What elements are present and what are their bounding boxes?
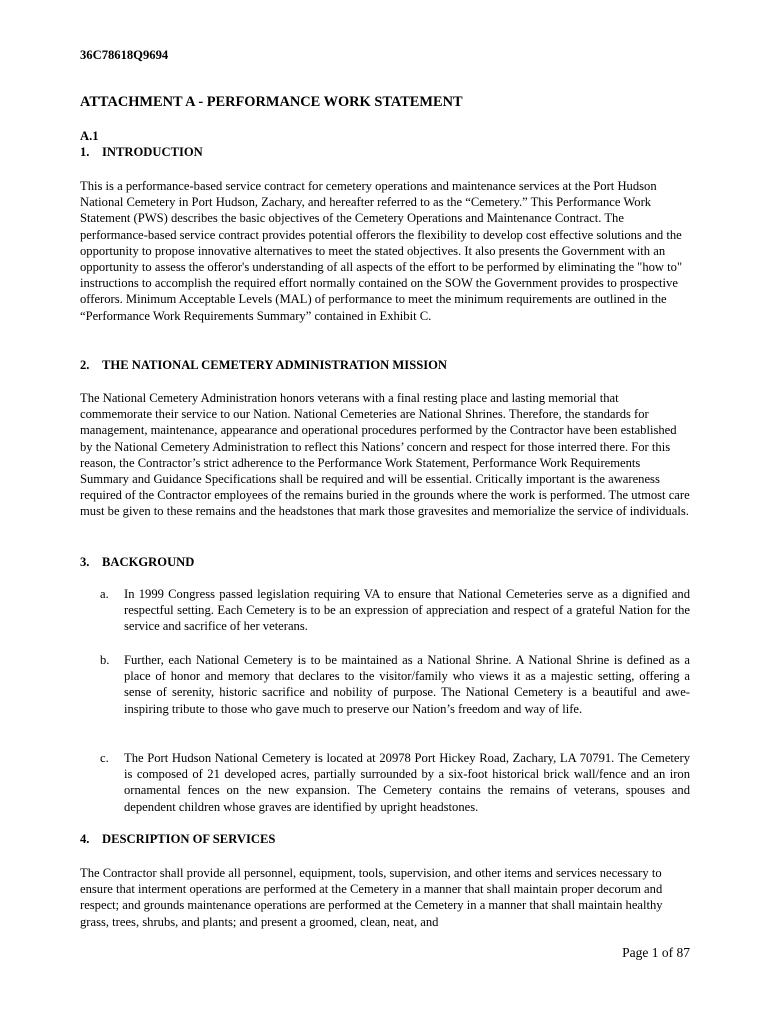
page-title: ATTACHMENT A - PERFORMANCE WORK STATEMENT bbox=[80, 94, 463, 110]
list-marker: a. bbox=[100, 587, 109, 601]
section-title: THE NATIONAL CEMETERY ADMINISTRATION MISSION bbox=[102, 358, 448, 372]
section-number: 3. bbox=[80, 555, 90, 569]
section-number: 4. bbox=[80, 832, 90, 846]
section-label-a1: A.1 bbox=[80, 129, 99, 143]
section-number: 1. bbox=[80, 145, 90, 159]
list-item-text: In 1999 Congress passed legislation requiring VA to ensure that National Cemeteries serve as a dignified and respectful setting. Each Cemetery is to be an expression of appreciation and respect of a grateful Nation for the service and sacrifice of her veterans. bbox=[124, 587, 690, 634]
page-number: Page 1 of 87 bbox=[622, 945, 690, 960]
section-heading-description-of-services bbox=[80, 831, 275, 847]
list-marker: c. bbox=[100, 751, 109, 765]
list-item bbox=[100, 652, 690, 717]
list-item bbox=[100, 586, 690, 635]
section-heading-background bbox=[80, 554, 194, 570]
introduction-paragraph: This is a performance-based service contract for cemetery operations and maintenance services at the Port Hudson National Cemetery in Port Hudson, Zachary, and hereafter referred to as the “Cemetery.” This Performance Work Statement (PWS) describes the basic objectives of the Cemetery Operations and Maintenance Contract. The performance-based service contract provides potential offerors the flexibility to develop cost effective solutions and the opportunity to propose innovative alternatives to meet the stated objectives. It also presents the Government with an opportunity to assess the offeror's understanding of all aspects of the effort to be performed by eliminating the "how to" instructions to accomplish the required effort normally contained on the SOW the Government provides to prospective offerors. Minimum Acceptable Levels (MAL) of performance to meet the minimum requirements are outlined in the “Performance Work Requirements Summary” contained in Exhibit C. bbox=[80, 179, 683, 323]
list-item-text: The Port Hudson National Cemetery is located at 20978 Port Hickey Road, Zachary, LA 70791. The Cemetery is composed of 21 developed acres, partially surrounded by a six-foot historical brick wall/fence and an iron ornamental fences on the new expansion. The Cemetery contains the remains of veterans, spouses and dependent children whose graves are identified by upright headstones. bbox=[124, 751, 690, 814]
list-item bbox=[100, 750, 690, 815]
mission-paragraph: The National Cemetery Administration honors veterans with a final resting place and lasting memorial that commemorate their service to our Nation. National Cemeteries are National Shrines. Therefore, the standards for management, maintenance, appearance and operational procedures performed by the Contractor have been established by the National Cemetery Administration to reflect this Nations’ concern and respect for those interred there. For this reason, the Contractor’s strict adherence to the Performance Work Statement, Performance Work Requirements Summary and Guidance Specifications shall be required and will be essential. Critically important is the awareness required of the Contractor employees of the remains buried in the grounds where the work is performed. The utmost care must be given to these remains and the headstones that mark those gravesites and memorialize the service of individuals. bbox=[80, 391, 690, 519]
section-heading-mission bbox=[80, 357, 447, 373]
section-title: INTRODUCTION bbox=[102, 145, 203, 159]
section-title: DESCRIPTION OF SERVICES bbox=[102, 832, 276, 846]
document-id: 36C78618Q9694 bbox=[80, 48, 169, 62]
section-title: BACKGROUND bbox=[102, 555, 195, 569]
description-paragraph: The Contractor shall provide all personnel, equipment, tools, supervision, and other items and services necessary to ensure that interment operations are performed at the Cemetery in a manner that shall maintain proper decorum and respect; and grounds maintenance operations are performed at the Cemetery in a manner that shall maintain healthy grass, trees, shrubs, and plants; and present a groomed, clean, neat, and bbox=[80, 866, 663, 929]
list-marker: b. bbox=[100, 653, 110, 667]
list-item-text: Further, each National Cemetery is to be maintained as a National Shrine. A National Shrine is defined as a place of honor and memory that declares to the visitor/family who views it as a majestic setting, offering a sense of serenity, historic sacrifice and nobility of purpose. The National Cemetery is a beautiful and awe-inspiring tribute to those who gave much to preserve our Nation’s freedom and way of life. bbox=[124, 653, 690, 716]
section-number: 2. bbox=[80, 358, 90, 372]
section-heading-introduction bbox=[80, 144, 203, 160]
